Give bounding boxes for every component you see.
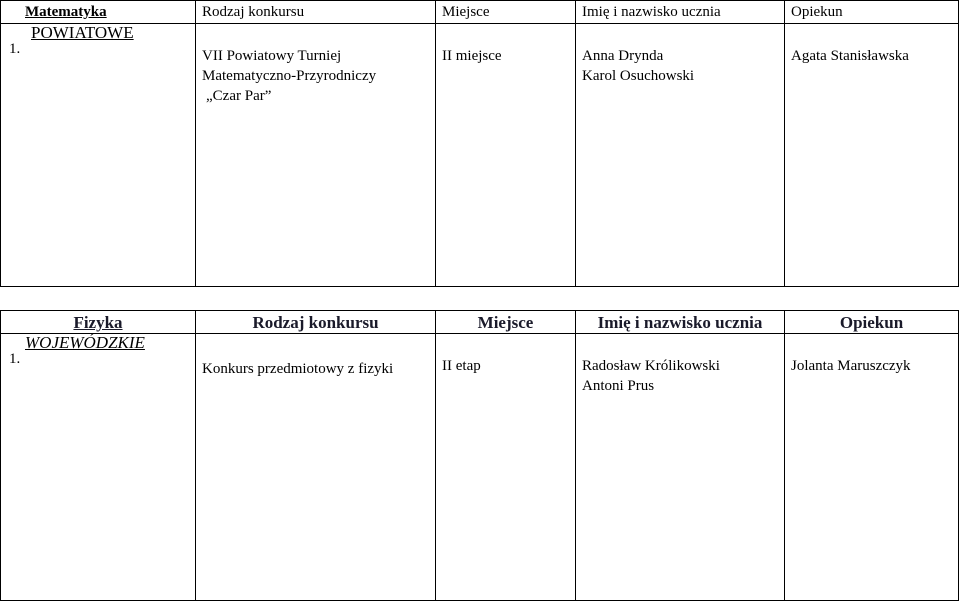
place-value: II etap — [442, 358, 481, 374]
place-value: II miejsce — [442, 48, 502, 64]
header-contest-type: Rodzaj konkursu — [196, 311, 436, 334]
student-name-1: Radosław Królikowski — [582, 358, 720, 374]
student-name-2: Antoni Prus — [582, 378, 655, 394]
header-contest-type: Rodzaj konkursu — [196, 1, 436, 24]
contest-name-line1: Konkurs przedmiotowy z fizyki — [202, 361, 394, 377]
math-results-table — [0, 0, 959, 287]
category-cell — [1, 24, 196, 287]
contest-name-line1: VII Powiatowy Turniej — [202, 48, 342, 64]
row-number: 1. — [9, 41, 21, 57]
math-header-row — [1, 1, 959, 24]
table-row — [1, 24, 959, 287]
place-cell — [436, 24, 576, 287]
tutor-cell — [785, 334, 959, 601]
category-label: WOJEWÓDZKIE — [25, 333, 145, 352]
table-row — [1, 334, 959, 601]
contest-name-line3: „Czar Par” — [206, 88, 272, 104]
subject-heading-physics: Fizyka — [1, 311, 196, 334]
student-cell — [576, 334, 785, 601]
tutor-name: Jolanta Maruszczyk — [791, 358, 911, 374]
header-place: Miejsce — [436, 1, 576, 24]
header-tutor: Opiekun — [785, 1, 959, 24]
contest-cell — [196, 24, 436, 287]
category-label: POWIATOWE — [31, 23, 134, 42]
row-number: 1. — [9, 351, 21, 367]
tutor-name: Agata Stanisławska — [791, 48, 909, 64]
header-place: Miejsce — [436, 311, 576, 334]
physics-header-row — [1, 311, 959, 334]
student-name-1: Anna Drynda — [582, 48, 664, 64]
student-name-2: Karol Osuchowski — [582, 68, 695, 84]
header-student-name: Imię i nazwisko ucznia — [576, 1, 785, 24]
contest-cell — [196, 334, 436, 601]
header-student-name: Imię i nazwisko ucznia — [576, 311, 785, 334]
tutor-cell — [785, 24, 959, 287]
subject-heading-math: Matematyka — [1, 1, 196, 24]
student-cell — [576, 24, 785, 287]
contest-name-line2: Matematyczno-Przyrodniczy — [202, 68, 377, 84]
place-cell — [436, 334, 576, 601]
physics-results-table — [0, 310, 959, 601]
category-cell — [1, 334, 196, 601]
header-tutor: Opiekun — [785, 311, 959, 334]
